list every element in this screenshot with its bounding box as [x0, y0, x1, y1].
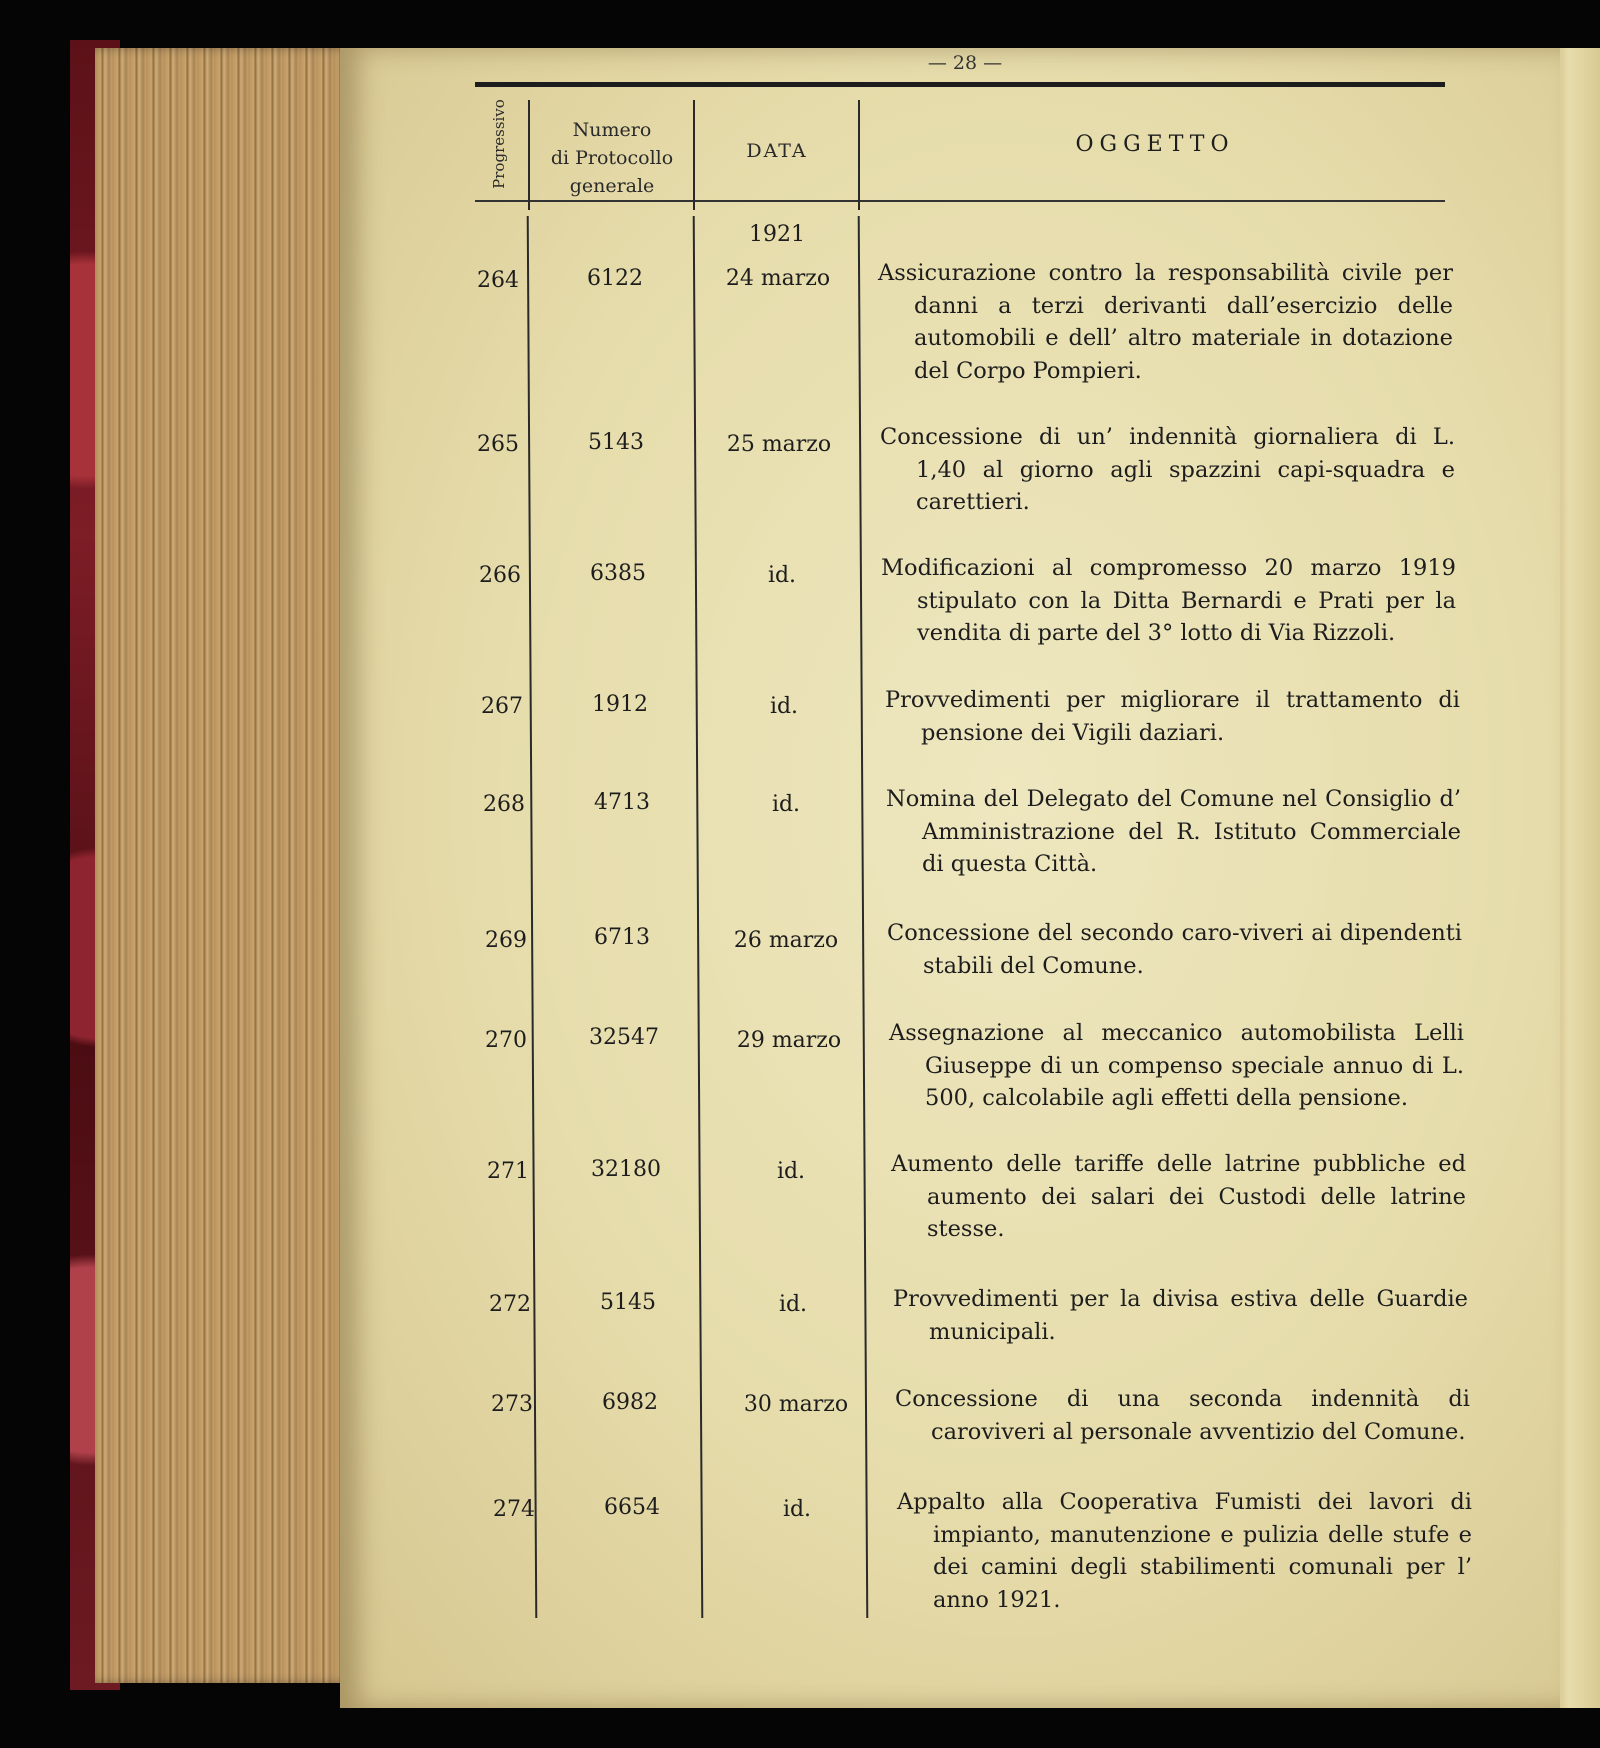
- row-oggetto: Assicurazione contro la responsabilità civile per danni a terzi derivanti dall’esercizio delle automobili e dell’ altro materiale in dotazione del Corpo Pompieri.: [878, 260, 1453, 384]
- row-protocollo: 5143: [588, 430, 644, 455]
- row-protocollo: 6713: [594, 925, 650, 950]
- row-progressivo: 273: [491, 1392, 533, 1417]
- header-progressivo: [478, 88, 520, 200]
- row-data: 26 marzo: [733, 928, 839, 953]
- column-divider: [858, 100, 860, 210]
- row-protocollo: 6654: [604, 1495, 660, 1520]
- row-progressivo: 270: [485, 1028, 527, 1053]
- header-protocollo-line: Numero: [572, 119, 652, 141]
- row-oggetto: Concessione del secondo caro-viveri ai dipendenti stabili del Comune.: [887, 920, 1462, 979]
- row-oggetto: Assegnazione al meccanico automobilista Lelli Giuseppe di un compenso speciale annuo di L. 500, calcolabile agli effetti della pensione.: [889, 1020, 1464, 1111]
- header-rule: [475, 200, 1445, 202]
- header-protocollo-line: di Protocollo: [550, 147, 674, 169]
- page-number: — 28 —: [927, 52, 1003, 74]
- row-protocollo: 32180: [591, 1157, 661, 1182]
- row-protocollo: 32547: [589, 1025, 659, 1050]
- row-oggetto: Aumento delle tariffe delle latrine pubbliche ed aumento dei salari dei Custodi delle latrine stesse.: [891, 1151, 1466, 1242]
- row-data: 29 marzo: [736, 1028, 842, 1053]
- row-progressivo: 265: [477, 432, 519, 457]
- row-data: id.: [769, 694, 799, 719]
- row-oggetto: Nomina del Delegato del Comune nel Consiglio d’ Amministrazione del R. Istituto Commerciale di questa Città.: [886, 786, 1461, 877]
- row-protocollo: 1912: [592, 692, 648, 717]
- header-oggetto: OGGETTO: [1075, 132, 1235, 157]
- header-protocollo: [532, 116, 692, 200]
- row-progressivo: 272: [489, 1292, 531, 1317]
- row-progressivo: 271: [487, 1159, 529, 1184]
- row-progressivo: 266: [479, 563, 521, 588]
- page-edges: [95, 48, 350, 1683]
- header-protocollo-line: generale: [569, 175, 655, 197]
- row-data: id.: [782, 1497, 812, 1522]
- row-progressivo: 269: [485, 928, 527, 953]
- header-progressivo-label: Progressivo: [490, 99, 508, 189]
- column-divider: [528, 100, 530, 210]
- row-data: id.: [767, 563, 797, 588]
- row-protocollo: 6982: [602, 1390, 658, 1415]
- row-data: 25 marzo: [726, 432, 832, 457]
- row-oggetto: Modificazioni al compromesso 20 marzo 1919 stipulato con la Ditta Bernardi e Prati per la vendita di parte del 3° lotto di Via Rizzoli.: [881, 555, 1456, 646]
- row-data: id.: [778, 1292, 808, 1317]
- row-progressivo: 264: [477, 268, 519, 293]
- top-rule: [475, 82, 1445, 87]
- row-protocollo: 6122: [587, 266, 643, 291]
- row-oggetto: Concessione di un’ indennità giornaliera di L. 1,40 al giorno agli spazzini capi-squadra e carettieri.: [880, 424, 1455, 515]
- row-protocollo: 6385: [590, 561, 646, 586]
- column-divider: [693, 100, 695, 210]
- row-data: 24 marzo: [725, 266, 831, 291]
- header-data: DATA: [746, 140, 808, 162]
- row-oggetto: Provvedimenti per migliorare il trattamento di pensione dei Vigili daziari.: [885, 687, 1460, 746]
- row-oggetto: Concessione di una seconda indennità di caroviveri al personale avventizio del Comune.: [895, 1386, 1470, 1445]
- row-progressivo: 267: [481, 694, 523, 719]
- row-protocollo: 4713: [594, 790, 650, 815]
- row-progressivo: 268: [483, 792, 525, 817]
- row-data: id.: [776, 1159, 806, 1184]
- row-progressivo: 274: [493, 1497, 535, 1522]
- year-label: 1921: [749, 222, 805, 247]
- row-protocollo: 5145: [600, 1290, 656, 1315]
- row-data: id.: [771, 792, 801, 817]
- row-oggetto: Appalto alla Cooperativa Fumisti dei lavori di impianto, manutenzione e pulizia delle stufe e dei camini degli stabilimenti comunali per l’ anno 1921.: [897, 1489, 1472, 1613]
- row-data: 30 marzo: [743, 1392, 849, 1417]
- row-oggetto: Provvedimenti per la divisa estiva delle Guardie municipali.: [893, 1286, 1468, 1345]
